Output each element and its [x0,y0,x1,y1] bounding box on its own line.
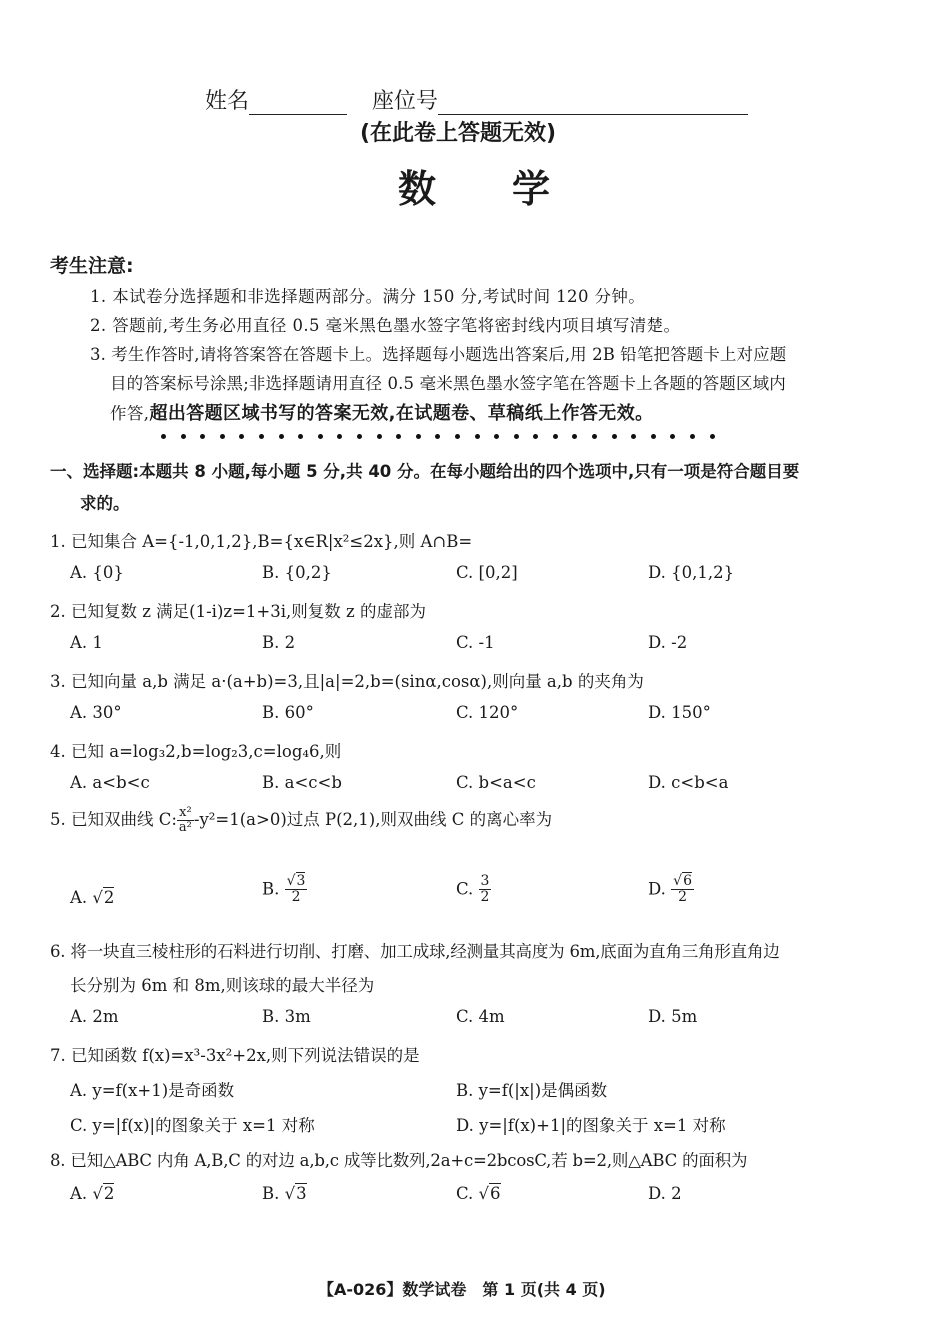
notice-item-3: 3. 考生作答时,请将答案答在答题卡上。选择题每小题选出答案后,用 2B 铅笔把答题卡上对应题 [90,345,787,364]
q3-option-b: B. 60° [262,703,314,722]
q5-option-c: C. $\frac{3}{2}$ [456,873,490,905]
q1-option-b: B. {0,2} [262,563,332,582]
question-6-cont: 长分别为 6m 和 8m,则该球的最大半径为 [70,976,375,995]
seat-label: 座位号 [372,89,439,114]
q1-option-c: C. [0,2] [456,563,518,582]
q2-option-a: A. 1 [70,633,103,652]
q7-option-a: A. y=f(x+1)是奇函数 [70,1081,235,1100]
q4-option-a: A. a<b<c [70,773,150,792]
question-8: 8. 已知△ABC 内角 A,B,C 的对边 a,b,c 成等比数列,2a+c=2bcosC,若 b=2,则△ABC 的面积为 [50,1151,748,1170]
q7-option-b: B. y=f(|x|)是偶函数 [456,1081,608,1100]
header-fields [205,84,748,115]
name-blank [249,94,347,115]
q6-option-a: A. 2m [70,1007,119,1026]
question-5 [50,806,552,835]
q6-option-b: B. 3m [262,1007,311,1026]
section-heading: 一、选择题:本题共 8 小题,每小题 5 分,共 40 分。在每小题给出的四个选项中,只有一项是符合题目要 [50,462,800,481]
q5-option-a: A. √2 [70,888,115,907]
question-7: 7. 已知函数 f(x)=x³-3x²+2x,则下列说法错误的是 [50,1046,420,1065]
page-footer: 【A-026】数学试卷 第 1 页(共 4 页) [318,1280,606,1299]
notice-item-3-cont: 目的答案标号涂黑;非选择题请用直径 0.5 毫米黑色墨水签字笔在答题卡上各题的答题区域内 [110,374,786,393]
q5-pre: 5. 已知双曲线 C: [50,810,177,829]
q6-option-c: C. 4m [456,1007,505,1026]
invalid-note: (在此卷上答题无效) [360,121,557,146]
q5-option-d: D. $\frac{√6}{2}$ [648,873,692,905]
q8-option-a: A. √2 [70,1184,115,1203]
q7-option-c: C. y=|f(x)|的图象关于 x=1 对称 [70,1116,315,1135]
q2-option-d: D. -2 [648,633,688,652]
notice-item-3-end-plain: 作答, [110,404,150,423]
notice-title: 考生注意: [50,255,134,277]
q4-option-b: B. a<c<b [262,773,342,792]
q7-option-d: D. y=|f(x)+1|的图象关于 x=1 对称 [456,1116,726,1135]
q3-option-d: D. 150° [648,703,711,722]
q4-option-c: C. b<a<c [456,773,536,792]
q8-option-d: D. 2 [648,1184,682,1203]
q5-fraction: $\frac{\text{x²}}{\text{a²}}$ [178,805,192,835]
question-2: 2. 已知复数 z 满足(1-i)z=1+3i,则复数 z 的虚部为 [50,602,426,621]
question-6: 6. 将一块直三棱柱形的石料进行切削、打磨、加工成球,经测量其高度为 6m,底面为直角三角形直角边 [50,942,780,961]
q1-option-d: D. {0,1,2} [648,563,735,582]
q3-option-a: A. 30° [70,703,122,722]
question-3: 3. 已知向量 a,b 满足 a·(a+b)=3,且|a|=2,b=(sinα,cosα),则向量 a,b 的夹角为 [50,672,644,691]
q5-post: -y²=1(a>0)过点 P(2,1),则双曲线 C 的离心率为 [193,810,553,829]
q4-option-d: D. c<b<a [648,773,729,792]
name-label: 姓名 [205,89,250,114]
q8-option-c: C. √6 [456,1184,501,1203]
question-4: 4. 已知 a=log₃2,b=log₂3,c=log₄6,则 [50,742,342,761]
section-heading-cont: 求的。 [80,494,130,513]
q3-option-c: C. 120° [456,703,519,722]
emphasis-dots [161,424,729,443]
q5-option-b: B. $\frac{√3}{2}$ [262,873,306,905]
notice-emphasis: 超出答题区域书写的答案无效,在试题卷、草稿纸上作答无效。 [149,403,654,424]
notice-item-3-end [110,399,654,425]
seat-blank [438,94,748,115]
notice-item-2: 2. 答题前,考生务必用直径 0.5 毫米黑色墨水签字笔将密封线内项目填写清楚。 [90,316,681,335]
q2-option-c: C. -1 [456,633,495,652]
page-title: 数 学 [398,167,551,211]
q2-option-b: B. 2 [262,633,296,652]
q8-option-b: B. √3 [262,1184,307,1203]
q6-option-d: D. 5m [648,1007,698,1026]
question-1: 1. 已知集合 A={-1,0,1,2},B={x∈R|x²≤2x},则 A∩B= [50,532,473,551]
notice-item-1: 1. 本试卷分选择题和非选择题两部分。满分 150 分,考试时间 120 分钟。 [90,287,646,306]
q1-option-a: A. {0} [70,563,124,582]
